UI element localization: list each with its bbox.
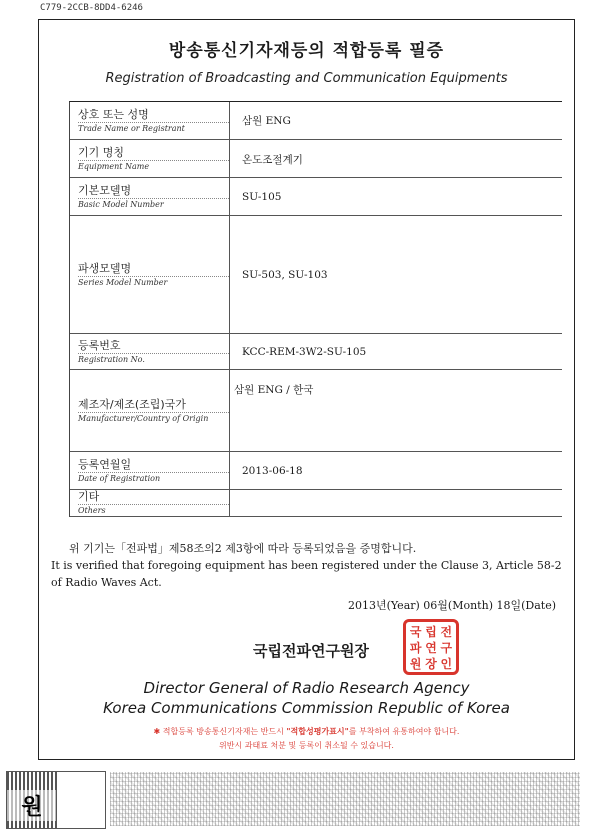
table-row <box>70 216 562 334</box>
table-row <box>70 178 562 216</box>
title-english: Registration of Broadcasting and Communication Equipments <box>105 71 508 86</box>
label-korean: 기기 명칭 <box>78 145 125 159</box>
issuer-english-line1: Director General of Radio Research Agency <box>143 679 470 697</box>
seal-char: 립 <box>425 625 437 639</box>
notice-bullet-icon: ✱ <box>153 727 163 736</box>
certificate-frame <box>38 19 575 760</box>
issue-date: 2013년(Year) 06월(Month) 18일(Date) <box>347 599 556 612</box>
seal-char: 파 <box>409 641 422 655</box>
registration-table <box>69 101 562 517</box>
field-label <box>70 216 230 333</box>
field-label <box>70 334 230 369</box>
issuer-english-line2: Korea Communications Commission Republic of Korea <box>103 699 510 717</box>
notice-suffix: 를 부착하여 유통하여야 합니다. <box>348 727 460 736</box>
label-english: Manufacturer/Country of Origin <box>78 412 229 424</box>
notice-line1 <box>39 725 574 739</box>
label-korean: 등록연월일 <box>78 457 132 471</box>
scan-blank-box <box>56 771 106 829</box>
seal-char: 구 <box>440 641 453 655</box>
manufacturer-value: 삼원 ENG / 한국 <box>234 384 314 396</box>
field-label <box>70 370 230 451</box>
title-korean: 방송통신기자재등의 적합등록 필증 <box>168 41 445 61</box>
document-code: C779-2CCB-8DD4-6246 <box>40 3 143 13</box>
field-label <box>70 452 230 489</box>
series-model-value: SU-503, SU-103 <box>242 268 328 281</box>
field-label <box>70 178 230 215</box>
label-korean: 등록번호 <box>78 338 121 352</box>
table-row <box>70 490 562 517</box>
label-korean: 상호 또는 성명 <box>78 107 149 121</box>
seal-char: 전 <box>440 625 453 639</box>
label-korean: 파생모델명 <box>78 261 132 275</box>
notice-text <box>39 725 574 753</box>
scan-stamp-box <box>6 771 58 829</box>
barcode-strip-icon <box>110 772 580 826</box>
label-korean: 기타 <box>78 490 100 503</box>
table-row <box>70 370 562 452</box>
label-english: Date of Registration <box>78 472 229 484</box>
issuer-korean: 국립전파연구원장 <box>253 642 369 660</box>
label-english: Registration No. <box>78 353 229 365</box>
table-row <box>70 140 562 178</box>
label-english: Equipment Name <box>78 160 229 172</box>
notice-emphasis: "적합성평가표시" <box>286 727 349 736</box>
certification-statement <box>51 540 562 591</box>
notice-prefix: 적합등록 방송통신기자재는 반드시 <box>162 727 284 736</box>
issuer-english <box>39 678 574 718</box>
label-english: Trade Name or Registrant <box>78 122 229 134</box>
official-seal-icon <box>403 619 459 675</box>
stamp-box-char: 원 <box>7 790 57 821</box>
others-value <box>230 490 562 516</box>
label-english: Basic Model Number <box>78 198 229 210</box>
table-row <box>70 334 562 370</box>
notice-line2: 위반시 과태료 처분 및 등록이 취소될 수 있습니다. <box>219 741 394 750</box>
seal-char: 연 <box>425 641 437 655</box>
label-english: Series Model Number <box>78 276 229 288</box>
seal-char: 원 <box>409 657 422 671</box>
label-korean: 기본모델명 <box>78 183 132 197</box>
table-row <box>70 102 562 140</box>
seal-char: 국 <box>409 625 422 639</box>
label-korean: 제조자/제조(조립)국가 <box>78 397 186 411</box>
seal-char: 장 <box>425 657 437 671</box>
seal-char: 인 <box>440 657 453 671</box>
trade-name-value: 삼원 ENG <box>242 115 291 127</box>
statement-korean: 위 기기는「전파법」제58조의2 제3항에 따라 등록되었음을 증명합니다. <box>69 542 417 555</box>
field-label <box>70 490 230 516</box>
field-label <box>70 140 230 177</box>
statement-english: It is verified that foregoing equipment has been registered under the Clause 3, Article 58-2 of Radio Waves Act. <box>51 559 562 589</box>
registration-date-value: 2013-06-18 <box>242 464 303 477</box>
field-label <box>70 102 230 139</box>
basic-model-value: SU-105 <box>242 190 282 203</box>
equipment-name-value: 온도조절계기 <box>242 154 303 166</box>
label-english: Others <box>78 504 229 516</box>
registration-number-value: KCC-REM-3W2-SU-105 <box>242 345 367 358</box>
table-row <box>70 452 562 490</box>
